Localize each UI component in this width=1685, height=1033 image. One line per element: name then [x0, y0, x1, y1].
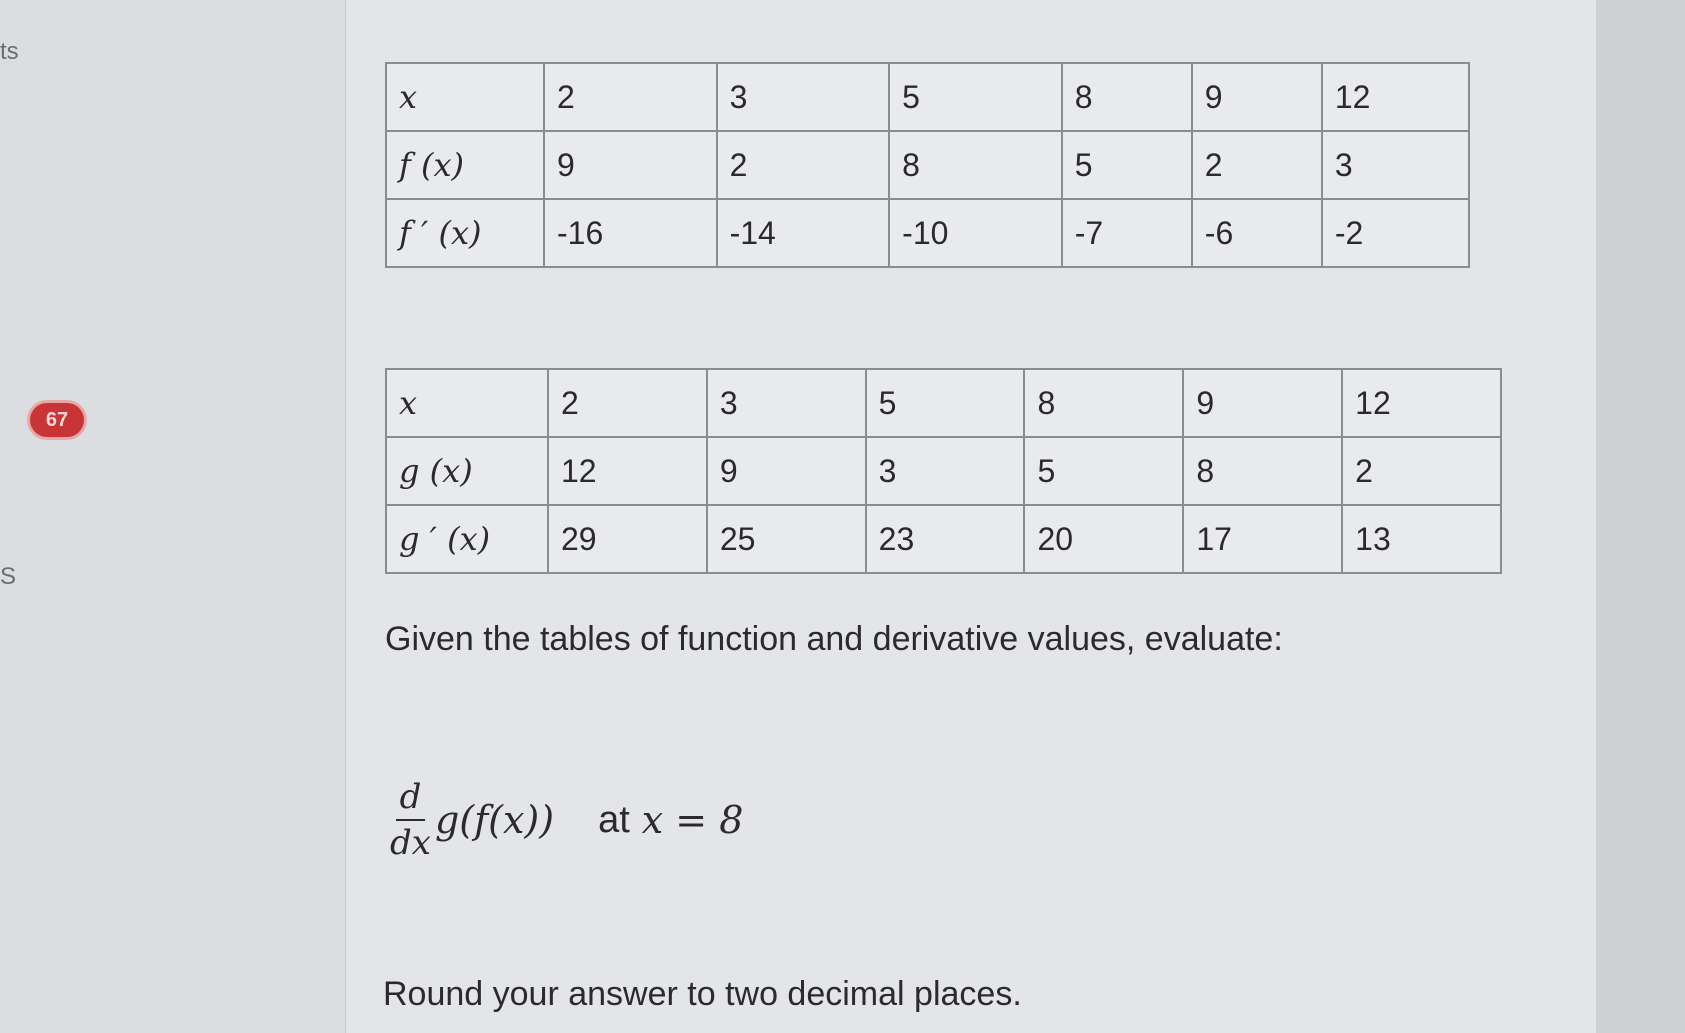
- evaluation-condition: x = 8: [641, 798, 744, 842]
- sidebar-text-fragment: S: [0, 563, 17, 590]
- table-cell: -16: [544, 199, 717, 267]
- table-cell: g ′ (x): [386, 505, 548, 573]
- table-cell: 12: [1322, 63, 1469, 131]
- table-cell: 2: [717, 131, 890, 199]
- table-cell: -2: [1322, 199, 1469, 267]
- table-cell: 29: [548, 505, 707, 573]
- table-cell: 8: [1024, 369, 1183, 437]
- table-cell: 2: [1342, 437, 1501, 505]
- table-cell: 3: [707, 369, 866, 437]
- table-row: [386, 131, 1469, 199]
- table-cell: -7: [1062, 199, 1192, 267]
- sidebar: [0, 0, 345, 1033]
- table-row: [386, 369, 1501, 437]
- table-cell: 2: [1192, 131, 1322, 199]
- table-cell: 5: [1024, 437, 1183, 505]
- table-cell: 2: [548, 369, 707, 437]
- table-row: [386, 199, 1469, 267]
- table-cell: -14: [717, 199, 890, 267]
- table-cell: 8: [889, 131, 1062, 199]
- table-cell: 12: [1342, 369, 1501, 437]
- derivative-fraction: [390, 777, 431, 863]
- composite-function: g(f(x)): [434, 798, 555, 842]
- table-cell: 9: [707, 437, 866, 505]
- table-cell: 9: [1183, 369, 1342, 437]
- table-cell: -10: [889, 199, 1062, 267]
- right-panel: [1596, 0, 1685, 1033]
- table-row: [386, 63, 1469, 131]
- fraction-denominator: dx: [390, 823, 431, 863]
- table-cell: 8: [1062, 63, 1192, 131]
- table-cell: 23: [866, 505, 1025, 573]
- table-cell: 12: [548, 437, 707, 505]
- table-cell: 3: [1322, 131, 1469, 199]
- table-cell: x: [386, 63, 544, 131]
- table-row: [386, 437, 1501, 505]
- table-cell: f ′ (x): [386, 199, 544, 267]
- table-cell: 8: [1183, 437, 1342, 505]
- g-values-table: [385, 368, 1502, 574]
- question-prompt: Given the tables of function and derivative values, evaluate:: [385, 620, 1283, 658]
- question-number-badge[interactable]: 67: [30, 403, 84, 437]
- table-cell: 20: [1024, 505, 1183, 573]
- f-values-table: [385, 62, 1470, 268]
- fraction-numerator: d: [396, 777, 426, 821]
- table-cell: 17: [1183, 505, 1342, 573]
- table-cell: 5: [889, 63, 1062, 131]
- table-row: [386, 505, 1501, 573]
- table-cell: 5: [1062, 131, 1192, 199]
- table-cell: f (x): [386, 131, 544, 199]
- derivative-expression: [390, 765, 743, 875]
- sidebar-text-fragment: ts: [0, 38, 19, 65]
- table-cell: x: [386, 369, 548, 437]
- at-word: at: [598, 798, 630, 841]
- table-cell: 25: [707, 505, 866, 573]
- table-cell: 9: [544, 131, 717, 199]
- table-cell: 5: [866, 369, 1025, 437]
- table-cell: 9: [1192, 63, 1322, 131]
- table-cell: 3: [717, 63, 890, 131]
- table-cell: 3: [866, 437, 1025, 505]
- table-cell: g (x): [386, 437, 548, 505]
- table-cell: -6: [1192, 199, 1322, 267]
- rounding-instruction: Round your answer to two decimal places.: [383, 975, 1022, 1013]
- table-cell: 2: [544, 63, 717, 131]
- table-cell: 13: [1342, 505, 1501, 573]
